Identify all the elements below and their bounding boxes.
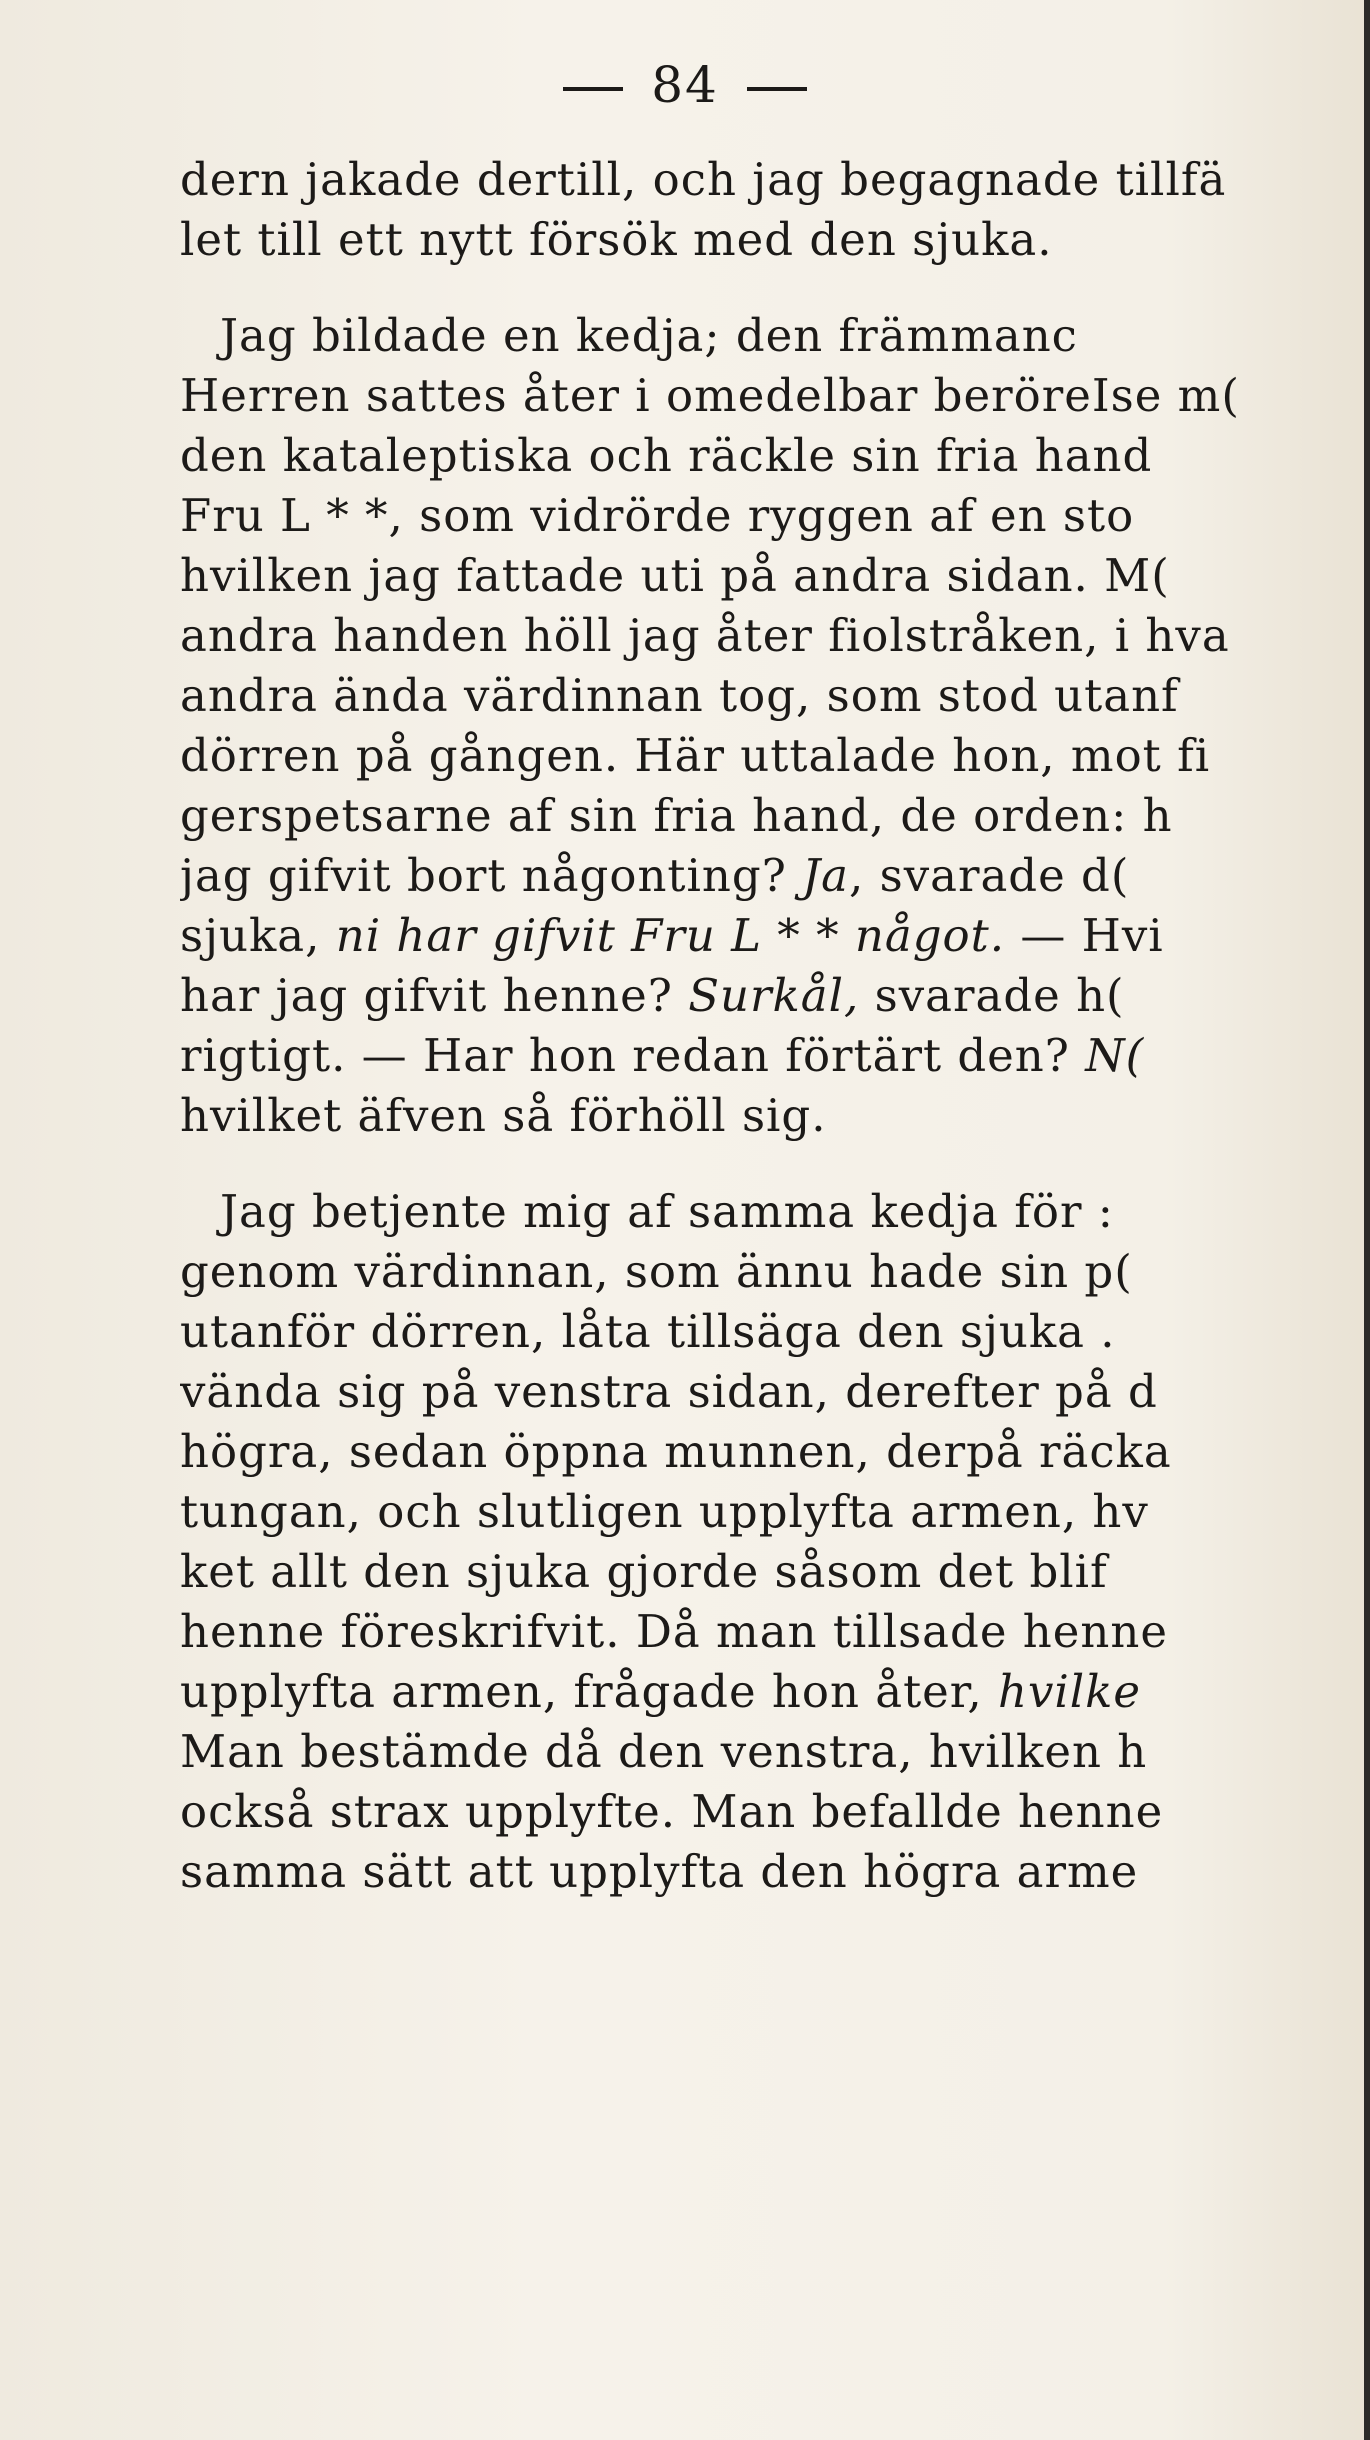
text-segment: hvilken jag fattade uti på andra sidan. M( xyxy=(180,549,1170,602)
text-line xyxy=(180,150,1370,210)
text-line xyxy=(180,306,1370,366)
text-segment: vända sig på venstra sidan, derefter på d xyxy=(180,1365,1158,1418)
text-line xyxy=(180,1722,1370,1782)
text-segment: — Hvi xyxy=(1005,909,1164,962)
text-segment: gerspetsarne af sin fria hand, de orden: h xyxy=(180,789,1173,842)
text-segment: hvilket äfven så förhöll sig. xyxy=(180,1089,827,1142)
italic-text: Ja xyxy=(802,849,850,902)
italic-text: Surkål, xyxy=(688,969,860,1022)
text-line xyxy=(180,966,1370,1026)
text-line xyxy=(180,606,1370,666)
text-line xyxy=(180,1422,1370,1482)
text-segment: genom värdinnan, som ännu hade sin p( xyxy=(180,1245,1133,1298)
text-line xyxy=(180,546,1370,606)
text-segment: dern jakade dertill, och jag begagnade tillfä xyxy=(180,153,1227,206)
text-segment: ket allt den sjuka gjorde såsom det blif xyxy=(180,1545,1108,1598)
text-segment: Herren sattes åter i omedelbar beröreIse m( xyxy=(180,369,1240,422)
text-segment: samma sätt att upplyfta den högra arme xyxy=(180,1845,1139,1898)
text-segment: har jag gifvit henne? xyxy=(180,969,689,1022)
text-segment: högra, sedan öppna munnen, derpå räcka xyxy=(180,1425,1172,1478)
text-line xyxy=(180,1242,1370,1302)
text-segment: , svarade d( xyxy=(849,849,1130,902)
text-segment: Man bestämde då den venstra, hvilken h xyxy=(180,1725,1148,1778)
italic-text: ni har gifvit Fru L * * något. xyxy=(335,909,1006,962)
text-line xyxy=(180,210,1370,270)
header-dash-right xyxy=(747,87,807,91)
text-line xyxy=(180,1482,1370,1542)
text-line xyxy=(180,1362,1370,1422)
text-segment: jag gifvit bort någonting? xyxy=(180,849,803,902)
paragraph xyxy=(180,150,1370,270)
paragraph xyxy=(180,1182,1370,1902)
text-line xyxy=(180,1542,1370,1602)
text-line xyxy=(180,726,1370,786)
text-line xyxy=(180,666,1370,726)
text-segment: henne föreskrifvit. Då man tillsade henne xyxy=(180,1605,1168,1658)
text-segment: andra ända värdinnan tog, som stod utanf xyxy=(180,669,1179,722)
italic-text: N( xyxy=(1085,1029,1145,1082)
text-segment: tungan, och slutligen upplyfta armen, hv xyxy=(180,1485,1149,1538)
paragraph xyxy=(180,306,1370,1146)
text-segment: också strax upplyfte. Man befallde henne xyxy=(180,1785,1164,1838)
book-spine-edge xyxy=(1364,0,1370,2440)
text-line xyxy=(180,906,1370,966)
header-dash-left xyxy=(563,87,623,91)
text-line xyxy=(180,846,1370,906)
body-text xyxy=(180,150,1370,2370)
text-segment: Jag betjente mig af samma kedja för : xyxy=(220,1185,1114,1238)
text-line xyxy=(180,786,1370,846)
text-segment: svarade h( xyxy=(859,969,1125,1022)
text-segment: Fru L * *, som vidrörde ryggen af en sto xyxy=(180,489,1135,542)
text-segment: rigtigt. — Har hon redan förtärt den? xyxy=(180,1029,1086,1082)
text-line xyxy=(180,1182,1370,1242)
text-line xyxy=(180,486,1370,546)
text-segment: let till ett nytt försök med den sjuka. xyxy=(180,213,1053,266)
text-line xyxy=(180,366,1370,426)
text-segment: utanför dörren, låta tillsäga den sjuka . xyxy=(180,1305,1116,1358)
text-line xyxy=(180,1782,1370,1842)
text-segment: sjuka, xyxy=(180,909,336,962)
text-segment: andra handen höll jag åter fiolstråken, i hva xyxy=(180,609,1230,662)
text-line xyxy=(180,1302,1370,1362)
text-segment: den kataleptiska och räckle sin fria hand xyxy=(180,429,1153,482)
page-header xyxy=(0,50,1370,120)
italic-text: hvilke xyxy=(997,1665,1142,1718)
text-line xyxy=(180,1842,1370,1902)
text-segment: dörren på gången. Här uttalade hon, mot fi xyxy=(180,729,1211,782)
text-line xyxy=(180,1662,1370,1722)
text-segment: upplyfta armen, frågade hon åter, xyxy=(180,1665,998,1718)
text-line xyxy=(180,1026,1370,1086)
text-line xyxy=(180,426,1370,486)
paragraph-gap xyxy=(180,1146,1370,1182)
text-segment: Jag bildade en kedja; den främmanc xyxy=(220,309,1078,362)
paragraph-gap xyxy=(180,270,1370,306)
text-line xyxy=(180,1086,1370,1146)
text-line xyxy=(180,1602,1370,1662)
page-number: 84 xyxy=(651,56,719,114)
